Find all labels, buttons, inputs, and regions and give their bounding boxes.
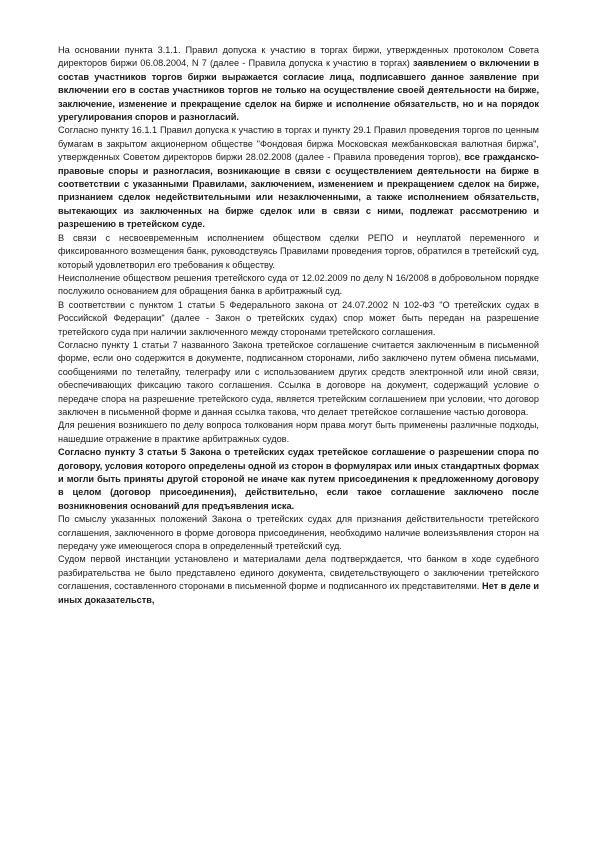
text-run: По смыслу указанных положений Закона о третейских судах для признания действительности третейского соглашения, заключенного в форме договора присоединения, необходимо наличие волеизъявления сторон на передачу уже имеющегося спора в определенный третейский суд. xyxy=(58,514,539,552)
bold-text-run: заявлением о включении в состав участников торгов биржи выражается согласие лица, подписавшего данное заявление при включении его в состав участников торгов не только на осуществление своей деятельности на бирже, заключение, изменение и прекращение сделок на бирже и исполнение обязательств, но и на порядок урегулирования споров и разногласий. xyxy=(58,58,539,123)
paragraph xyxy=(58,339,539,419)
paragraph xyxy=(58,272,539,299)
paragraph xyxy=(58,124,539,231)
bold-text-run: Нет в деле и иных доказательств, xyxy=(58,581,539,605)
paragraph xyxy=(58,553,539,607)
bold-text-run: Согласно пункту 3 статьи 5 Закона о третейских судах третейское соглашение о разрешении спора по договору, условия которого определены одной из сторон в формулярах или иных стандартных формах и могли быть приняты другой стороной не иначе как путем присоединения к предложенному договору в целом (договор присоединения), действительно, если такое соглашение заключено после возникновения оснований для предъявления иска. xyxy=(58,447,539,511)
bold-text-run: все гражданско-правовые споры и разногласия, возникающие в связи с осуществлением деятельности на бирже в соответствии с указанными Правилами, заключением, изменением и прекращением сделок на бирже, признанием сделок недействительными или незаключенными, а также исполнением обязательств, вытекающих из заключенных на бирже сделок или в связи с ними, подлежат рассмотрению и разрешению в третейском суде. xyxy=(58,152,539,230)
text-run: В соответствии с пунктом 1 статьи 5 Федерального закона от 24.07.2002 N 102-ФЗ "О третейских судах в Российской Федерации" (далее - Закон о третейских судах) спор может быть передан на разрешение третейского суда при наличии заключенного между сторонами третейского соглашения. xyxy=(58,299,539,337)
document-page xyxy=(58,44,539,607)
paragraph xyxy=(58,419,539,446)
paragraph xyxy=(58,299,539,339)
text-run: Судом первой инстанции установлено и материалами дела подтверждается, что банком в ходе судебного разбирательства не было представлено единого документа, свидетельствующего о заключении третейского соглашения, составленного сторонами в письменной форме и подписанного их представителями. xyxy=(58,554,539,592)
text-run: Согласно пункту 16.1.1 Правил допуска к участию в торгах и пункту 29.1 Правил проведения торгов по ценным бумагам в закрытом акционерном обществе "Фондовая биржа Московская межбанковская валютная биржа", утвержденных Советом директоров биржи 28.02.2008 (далее - Правила проведения торгов), xyxy=(58,125,539,163)
paragraph xyxy=(58,513,539,553)
text-run: Согласно пункту 1 статьи 7 названного Закона третейское соглашение считается заключенным в письменной форме, если оно содержится в документе, подписанном сторонами, либо заключено путем обмена письмами, сообщениями по телетайпу, телеграфу или с использованием других средств электронной или иной связи, обеспечивающих фиксацию такого соглашения. Ссылка в договоре на документ, содержащий условие о передаче спора на разрешение третейского суда, является третейским соглашением при условии, что договор заключен в письменной форме и данная ссылка такова, что делает третейское соглашение частью договора. xyxy=(58,339,539,417)
text-run: Для решения возникшего по делу вопроса толкования норм права могут быть применены различные подходы, нашедшие отражение в практике арбитражных судов. xyxy=(58,420,539,444)
text-run: На основании пункта 3.1.1. Правил допуска к участию в торгах биржи, утвержденных протоколом Совета директоров биржи 06.08.2004, N 7 (далее - Правила допуска к участию в торгах) xyxy=(58,45,539,69)
paragraph xyxy=(58,232,539,272)
paragraph xyxy=(58,446,539,513)
text-run: Неисполнение обществом решения третейского суда от 12.02.2009 по делу N 16/2008 в добровольном порядке послужило основанием для обращения банка в арбитражный суд. xyxy=(58,272,539,297)
text-run: В связи с несвоевременным исполнением обществом сделки РЕПО и неуплатой переменного и фиксированного возмещения банк, руководствуясь Правилами проведения торгов, обратился в третейский суд, который удовлетворил его требования к обществу. xyxy=(58,232,539,270)
paragraph xyxy=(58,44,539,124)
